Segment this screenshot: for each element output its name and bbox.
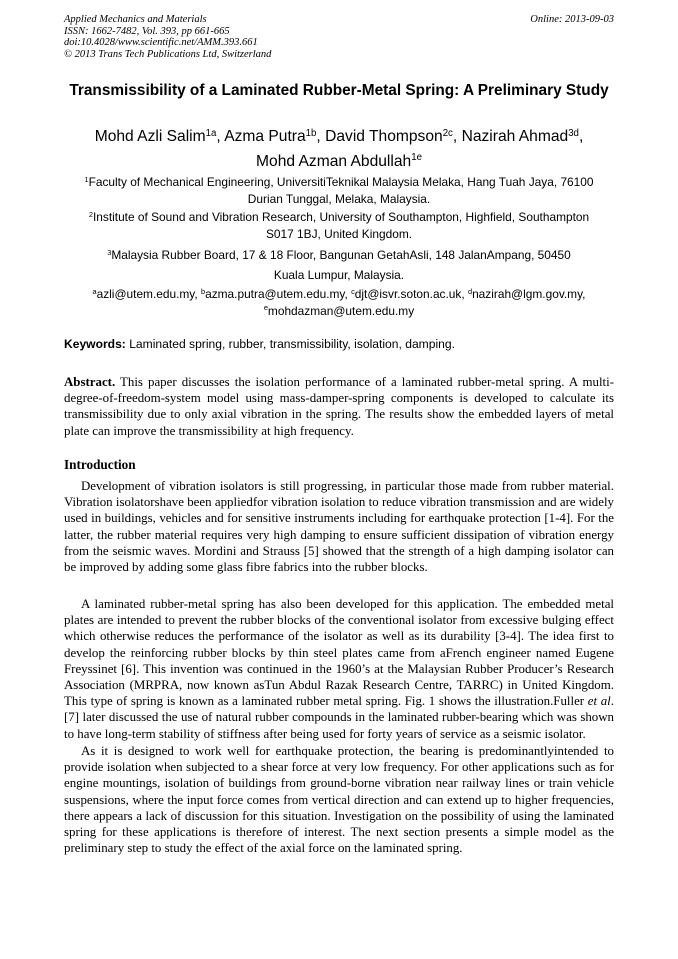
author-sup: 1b xyxy=(305,127,317,139)
abstract-label: Abstract. xyxy=(64,375,116,389)
author-name: Mohd Azman Abdullah xyxy=(256,152,412,170)
author-sup: 2c xyxy=(442,127,453,139)
author-sup: 3d xyxy=(568,127,579,139)
keywords-text: Laminated spring, rubber, transmissibility, isolation, damping. xyxy=(125,337,455,351)
copyright-line: © 2013 Trans Tech Publications Ltd, Switzerland xyxy=(64,48,272,60)
email-link[interactable]: djt@isvr.soton.ac.uk, xyxy=(354,287,468,301)
author-sup: 1a xyxy=(205,127,217,139)
author-name: David Thompson xyxy=(325,128,443,145)
email-list: $^a$azli@utem.edu.my, $^b$azma.putra@utem.edu.my, $^c$djt@isvr.soton.ac.uk, $^d$nazirah@lgm.gov.my, $^e$mohdazman@utem.edu.my xyxy=(92,286,586,318)
online-date: Online: 2013-09-03 xyxy=(530,14,614,25)
introduction-heading: Introduction xyxy=(64,457,136,472)
keywords-line xyxy=(64,337,614,351)
journal-header xyxy=(64,14,614,60)
author-sup: 1e xyxy=(411,152,422,164)
doi-line: doi:10.4028/www.scientific.net/AMM.393.661 xyxy=(64,37,258,49)
email-link[interactable]: nazirah@lgm.gov.my, xyxy=(472,287,586,301)
journal-name: Applied Mechanics and Materials xyxy=(64,14,207,25)
affiliation-3: $^3$Malaysia Rubber Board, 17 & 18 Floor, Bangunan GetahAsli, 148 JalanAmpang, 50450 Kuala Lumpur, Malaysia. xyxy=(107,247,571,282)
author-name: Mohd Azli Salim xyxy=(94,128,206,145)
paper-title: Transmissibility of a Laminated Rubber-Metal Spring: A Preliminary Study xyxy=(69,82,609,99)
author-name: Nazirah Ahmad xyxy=(461,128,569,145)
email-link[interactable]: mohdazman@utem.edu.my xyxy=(267,303,415,318)
issn-line: ISSN: 1662-7482, Vol. 393, pp 661-665 xyxy=(64,25,230,37)
author-name: Azma Putra xyxy=(224,128,306,145)
author-list: Mohd Azli Salim$^{1a}$, Azma Putra$^{1b}$, David Thompson$^{2c}$, Nazirah Ahmad$^{3d}$, Mohd Azman Abdullah$^{1e}$ xyxy=(94,127,584,170)
affiliation-1: $^1$Faculty of Mechanical Engineering, UniversitiTeknikal Malaysia Melaka, Hang Tuah Jaya, 76100 Durian Tunggal, Melaka, Malaysia. xyxy=(84,174,594,206)
abstract-paragraph: Abstract. This paper discusses the isolation performance of a laminated rubber-metal spring. A multi-degree-of-freedom-system model using mass-damper-spring components is developed to calculate its transmissibility due to only axial vibration in the spring. The results show the embedded layers of metal plate can improve the transmissibility at high frequency. xyxy=(64,375,614,438)
affiliation-2: $^2$Institute of Sound and Vibration Research, University of Southampton, Highfield, Southampton S017 1BJ, United Kingdom. xyxy=(88,209,590,241)
keywords-label: Keywords: xyxy=(64,337,126,351)
intro-paragraph-1: Development of vibration isolators is still progressing, in particular those made from rubber material. Vibration isolatorshave been appliedfor vibration isolation to reduce vibration transmission and are widely used in buildings, vehicles and for sensitive instruments including for earthquake protection [1-4]. For the latter, the rubber material requires very high damping to ensure sufficient dissipation of vibration energy from the seismic waves. Mordini and Strauss [5] showed that the strength of a high damping isolator can be improved by adding some glass fibre fabrics into the rubber blocks. xyxy=(64,479,614,575)
intro-paragraph-3: As it is designed to work well for earthquake protection, the bearing is predominantlyintended to provide isolation when subjected to a shear force at very low frequency. For other applications such as for engine mountings, isolation of buildings from ground-borne vibration near railway lines or train vehicle suspensions, where the input force comes from vertical direction and can extend up to higher frequencies, there appears a lack of discussion for this situation. Investigation on the possibility of using the laminated spring for these applications is therefore of interest. The next section presents a simple model as the preliminary step to study the effect of the axial force on the laminated spring. xyxy=(64,744,614,856)
intro-paragraph-2: A laminated rubber-metal spring has also been developed for this application. The embedded metal plates are intended to prevent the rubber blocks of the conventional isolator from excessive bulging effect which otherwise reduces the performance of the isolator as well as its durability [3-4]. The idea first to develop the reinforcing rubber blocks by thin steel plates came from aFrench engineer named Eugene Freyssinet [6]. This invention was continued in the 1960’s at the Malaysian Rubber Producer’s Research Association (MRPRA, now known asTun Abdul Razak Research Centre, TARRC) in United Kingdom. This type of spring is known as a laminated rubber metal spring. Fig. 1 shows the illustration.Fuller et al. [7] later discussed the use of natural rubber compounds in the laminated rubber-bearing which was shown to have long-term stability of stiffness after being used for forty years of service as a seismic isolator. xyxy=(64,597,614,741)
email-link[interactable]: azli@utem.edu.my, xyxy=(96,287,201,301)
email-link[interactable]: azma.putra@utem.edu.my, xyxy=(205,287,352,301)
